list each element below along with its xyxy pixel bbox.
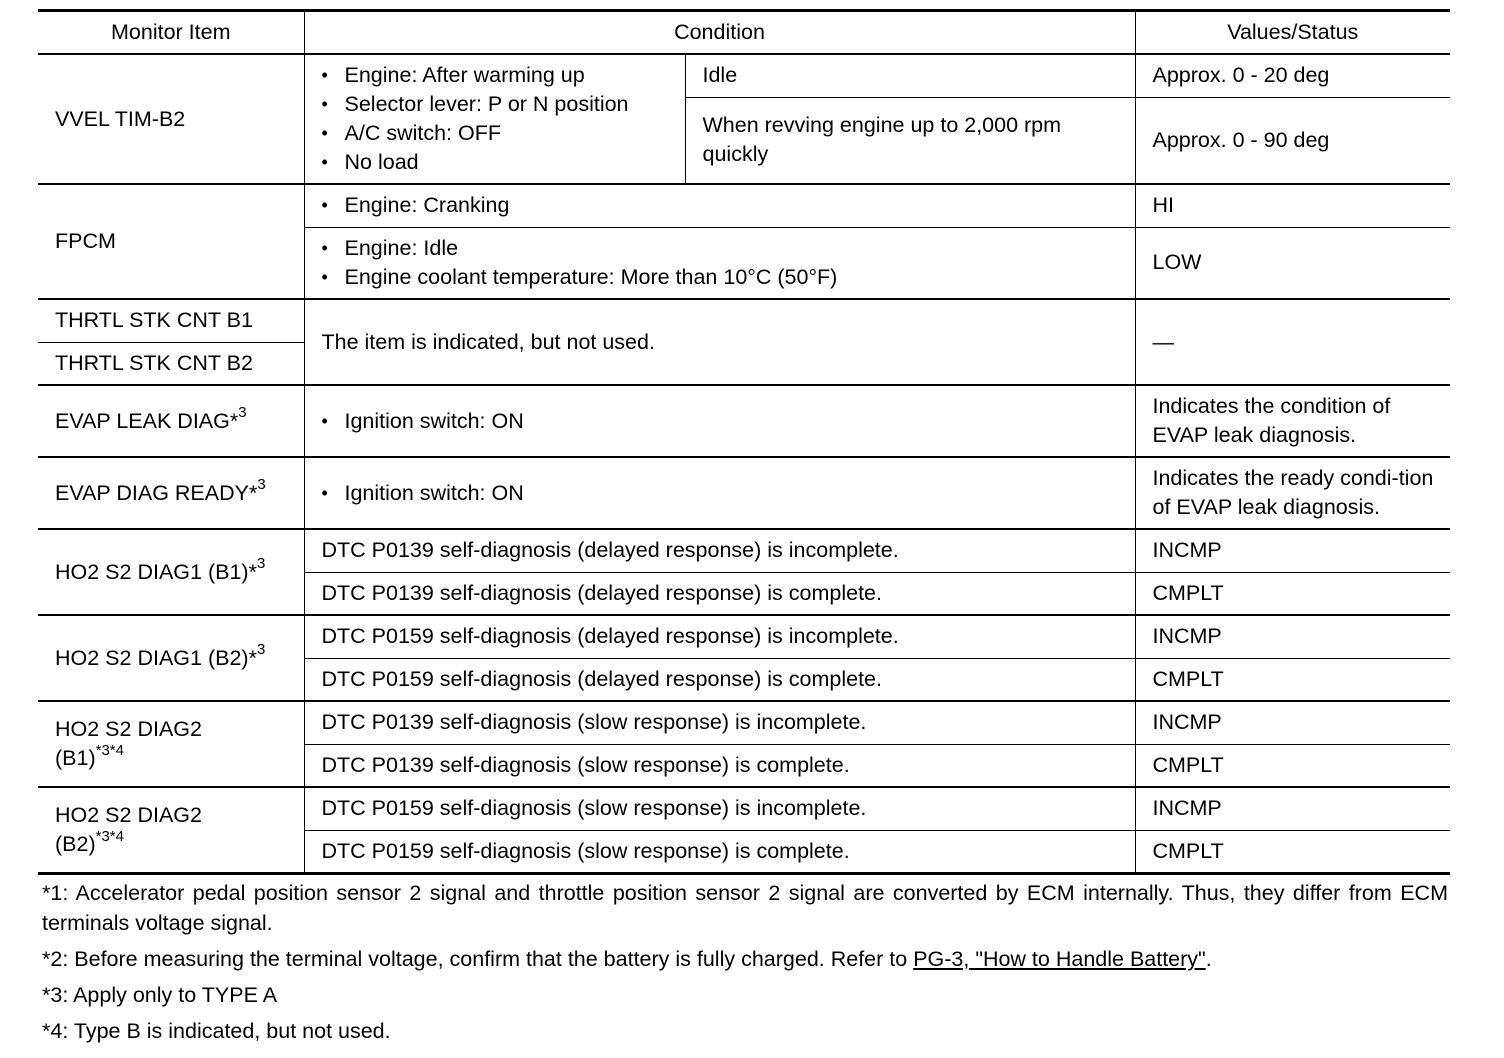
table-row [38, 615, 1450, 658]
monitor-item-table [38, 9, 1450, 875]
footnote-ref: 3 [256, 641, 266, 659]
value-cell: Indicates the ready condi-tion of EVAP leak diagnosis. [1135, 457, 1450, 529]
monitor-item-cell: FPCM [38, 184, 304, 299]
battery-handling-link[interactable]: PG-3, "How to Handle Battery" [913, 947, 1206, 971]
condition-cell [304, 227, 1135, 299]
footnote-ref: 3 [238, 404, 247, 422]
condition-cell: DTC P0159 self-diagnosis (delayed response) is complete. [304, 658, 1135, 701]
value-cell: CMPLT [1135, 830, 1450, 873]
condition-cell [304, 184, 1135, 227]
monitor-item-label: (B2) [55, 831, 96, 856]
condition-cell: DTC P0159 self-diagnosis (slow response) is incomplete. [304, 787, 1135, 830]
footnote-ref: 3 [256, 555, 266, 573]
condition-cell: DTC P0139 self-diagnosis (slow response) is complete. [304, 744, 1135, 787]
condition-cell: DTC P0139 self-diagnosis (slow response) is incomplete. [304, 701, 1135, 744]
sub-condition-cell: Idle [685, 54, 1135, 97]
footnote-4: *4: Type B is indicated, but not used. [42, 1019, 391, 1043]
header-condition: Condition [304, 11, 1135, 55]
condition-cell [304, 54, 685, 184]
value-cell: HI [1135, 184, 1450, 227]
header-monitor-item: Monitor Item [38, 11, 304, 55]
footnote-ref: *3*4 [95, 741, 124, 759]
monitor-item-cell [38, 457, 304, 529]
table-row [38, 184, 1450, 227]
monitor-item-cell [38, 701, 304, 787]
list-item: • Engine: Idle [322, 234, 1121, 263]
table-row [38, 701, 1450, 744]
condition-cell: DTC P0159 self-diagnosis (delayed response) is incomplete. [304, 615, 1135, 658]
condition-cell [304, 385, 1135, 457]
monitor-item-label: HO2 S2 DIAG1 (B2)* [55, 645, 257, 670]
value-cell: Approx. 0 - 20 deg [1135, 54, 1450, 97]
table-header-row [38, 11, 1450, 55]
sub-condition-cell: When revving engine up to 2,000 rpm quickly [685, 97, 1135, 184]
monitor-item-cell: THRTL STK CNT B2 [38, 342, 304, 385]
list-item: • Selector lever: P or N position [322, 90, 671, 119]
table-row [38, 299, 1450, 342]
table-row [38, 54, 1450, 97]
monitor-item-cell: VVEL TIM-B2 [38, 54, 304, 184]
list-item: • Engine: After warming up [322, 61, 671, 90]
condition-list [322, 61, 671, 177]
monitor-item-label: HO2 S2 DIAG2 [55, 717, 202, 741]
list-item: • Ignition switch: ON [322, 407, 1121, 436]
monitor-item-label: HO2 S2 DIAG2 [55, 802, 202, 827]
monitor-item-cell [38, 615, 304, 701]
condition-cell [304, 457, 1135, 529]
monitor-item-label: (B1) [55, 746, 96, 770]
footnote-3: *3: Apply only to TYPE A [42, 983, 278, 1007]
footnote-1: *1: Accelerator pedal position sensor 2 signal and throttle position sensor 2 signal are converted by ECM internally. Thus, they differ from ECM terminals voltage signal. [42, 881, 1448, 935]
condition-cell: DTC P0159 self-diagnosis (slow response) is complete. [304, 830, 1135, 873]
value-cell: INCMP [1135, 529, 1450, 572]
monitor-item-cell [38, 787, 304, 873]
table-row [38, 385, 1450, 457]
footnote-2-end: . [1205, 947, 1212, 971]
list-item: • A/C switch: OFF [322, 119, 671, 148]
header-values-status: Values/Status [1135, 11, 1450, 55]
table-row [38, 457, 1450, 529]
monitor-item-cell: THRTL STK CNT B1 [38, 299, 304, 342]
monitor-item-label: EVAP DIAG READY* [55, 480, 258, 505]
value-cell: Approx. 0 - 90 deg [1135, 97, 1450, 184]
table-row [38, 529, 1450, 572]
value-cell: LOW [1135, 227, 1450, 299]
footnote-ref: *3*4 [95, 827, 124, 845]
condition-cell: DTC P0139 self-diagnosis (delayed response) is incomplete. [304, 529, 1135, 572]
value-cell: CMPLT [1135, 572, 1450, 615]
value-cell: — [1135, 299, 1450, 385]
value-cell: Indicates the condition of EVAP leak diagnosis. [1135, 385, 1450, 457]
footnote-ref: 3 [257, 476, 266, 494]
list-item: • No load [322, 148, 671, 177]
table-row [38, 787, 1450, 830]
value-cell: CMPLT [1135, 744, 1450, 787]
list-item: • Ignition switch: ON [322, 479, 1121, 508]
condition-cell: DTC P0139 self-diagnosis (delayed response) is complete. [304, 572, 1135, 615]
monitor-item-cell [38, 529, 304, 615]
value-cell: INCMP [1135, 701, 1450, 744]
footnotes [42, 878, 1448, 1052]
monitor-item-label: EVAP LEAK DIAG* [55, 408, 239, 433]
list-item: • Engine: Cranking [322, 191, 1121, 220]
footnote-2-text: *2: Before measuring the terminal voltage, confirm that the battery is fully charged. Refer to [42, 947, 914, 971]
footnote-2 [42, 944, 1448, 974]
value-cell: CMPLT [1135, 658, 1450, 701]
value-cell: INCMP [1135, 615, 1450, 658]
value-cell: INCMP [1135, 787, 1450, 830]
monitor-item-cell [38, 385, 304, 457]
condition-cell: The item is indicated, but not used. [304, 299, 1135, 385]
list-item: • Engine coolant temperature: More than 10°C (50°F) [322, 263, 1121, 292]
monitor-item-label: HO2 S2 DIAG1 (B1)* [55, 559, 257, 584]
